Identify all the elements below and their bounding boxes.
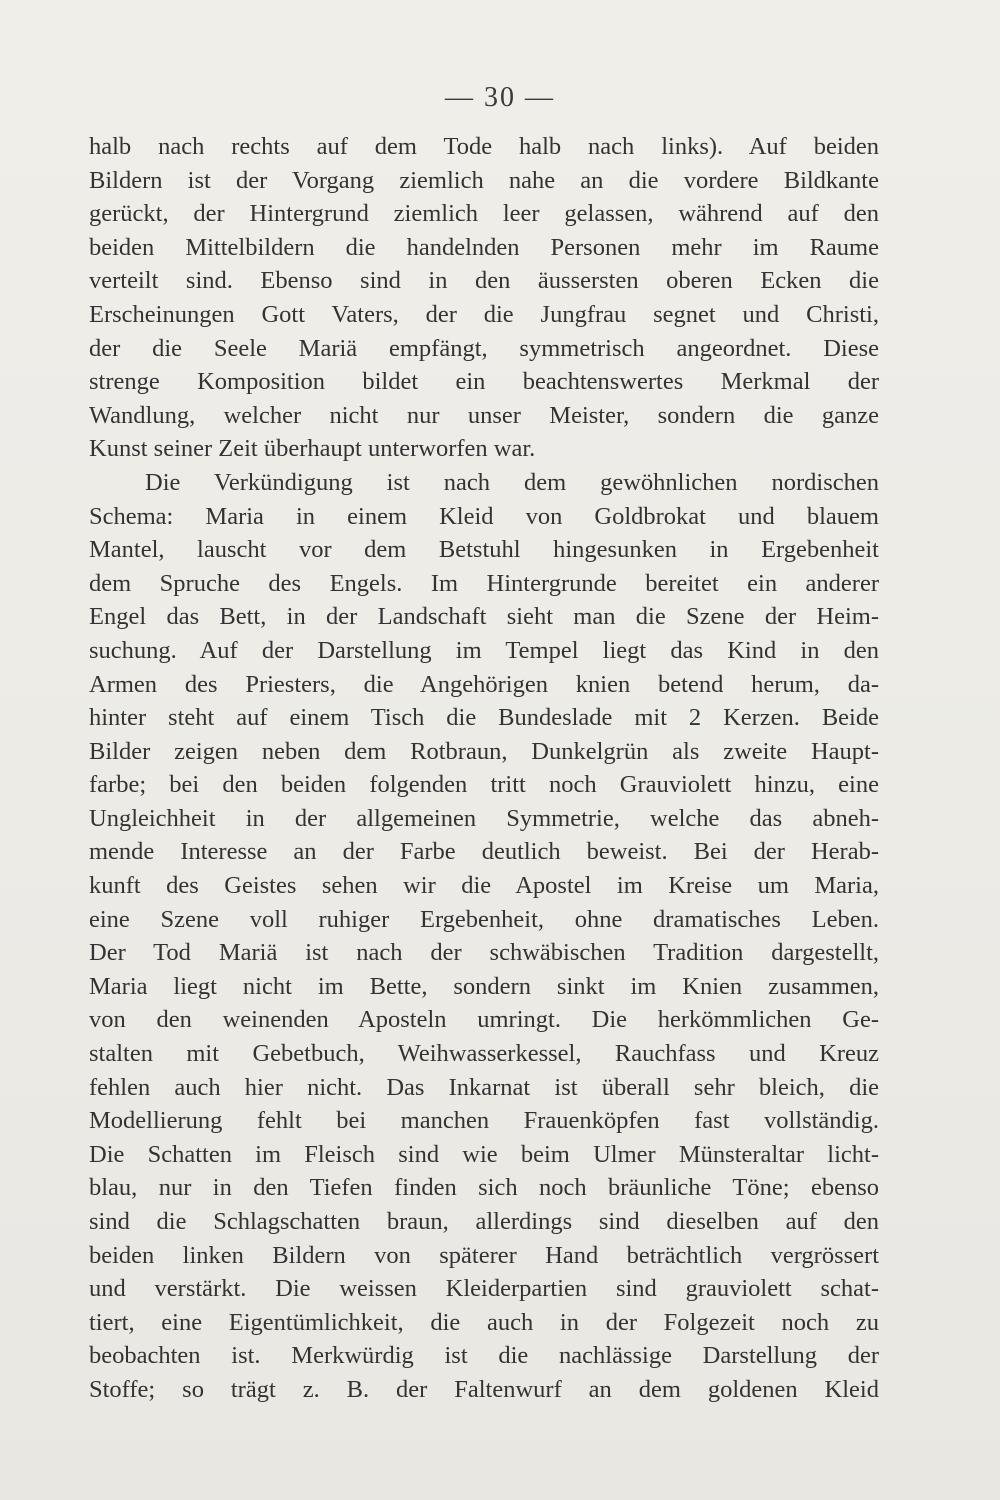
text-line: Modellierung fehlt bei manchen Frauenköpfen fast vollständig. [89,1107,879,1135]
paragraph-start-line: Die Verkündigung ist nach dem gewöhnlichen nordischen [145,468,879,496]
text-line: hinter steht auf einem Tisch die Bundeslade mit 2 Kerzen. Beide [89,704,879,732]
body-text [89,130,879,1407]
text-line: Engel das Bett, in der Landschaft sieht man die Szene der Heim- [89,603,879,631]
text-line: Ungleichheit in der allgemeinen Symmetrie, welche das abneh- [89,804,879,832]
text-line: mende Interesse an der Farbe deutlich beweist. Bei der Herab- [89,838,879,866]
text-line: strenge Komposition bildet ein beachtenswertes Merkmal der [89,368,879,396]
text-line: Erscheinungen Gott Vaters, der die Jungfrau segnet und Christi, [89,300,879,328]
text-line: fehlen auch hier nicht. Das Inkarnat ist überall sehr bleich, die [89,1073,879,1101]
text-line: beobachten ist. Merkwürdig ist die nachlässige Darstellung der [89,1342,879,1370]
text-line: und verstärkt. Die weissen Kleiderpartien sind grauviolett schat- [89,1275,879,1303]
text-line: eine Szene voll ruhiger Ergebenheit, ohne dramatisches Leben. [89,905,879,933]
text-line: sind die Schlagschatten braun, allerdings sind dieselben auf den [89,1208,879,1235]
text-line: Wandlung, welcher nicht nur unser Meister, sondern die ganze [89,401,879,429]
text-line: blau, nur in den Tiefen finden sich noch bräunliche Töne; ebenso [89,1174,879,1202]
text-line: farbe; bei den beiden folgenden tritt noch Grauviolett hinzu, eine [89,771,879,799]
text-line: Bilder zeigen neben dem Rotbraun, Dunkelgrün als zweite Haupt- [89,737,879,765]
text-line: Schema: Maria in einem Kleid von Goldbrokat und blauem [89,502,879,530]
text-line: Der Tod Mariä ist nach der schwäbischen Tradition dargestellt, [89,939,879,967]
text-line: Bildern ist der Vorgang ziemlich nahe an die vordere Bildkante [89,166,879,194]
paragraph-end-line: Kunst seiner Zeit überhaupt unterworfen war. [89,435,536,463]
text-line: Mantel, lauscht vor dem Betstuhl hingesunken in Ergebenheit [89,536,879,564]
text-line: kunft des Geistes sehen wir die Apostel im Kreise um Maria, [89,872,879,900]
text-line: der die Seele Mariä empfängt, symmetrisch angeordnet. Diese [89,334,879,362]
text-line: verteilt sind. Ebenso sind in den äussersten oberen Ecken die [89,267,879,295]
text-line: tiert, eine Eigentümlichkeit, die auch in der Folgezeit noch zu [89,1308,879,1336]
text-line: Armen des Priesters, die Angehörigen knien betend herum, da- [89,670,879,698]
text-line: stalten mit Gebetbuch, Weihwasserkessel, Rauchfass und Kreuz [89,1040,879,1068]
text-line: beiden Mittelbildern die handelnden Personen mehr im Raume [89,233,879,261]
text-line: beiden linken Bildern von späterer Hand beträchtlich vergrössert [89,1241,879,1269]
text-line: halb nach rechts auf dem Tode halb nach links). Auf beiden [89,133,879,160]
text-line: Die Schatten im Fleisch sind wie beim Ulmer Münsteraltar licht- [89,1140,879,1168]
text-line: gerückt, der Hintergrund ziemlich leer gelassen, während auf den [89,200,879,228]
text-line: dem Spruche des Engels. Im Hintergrunde bereitet ein anderer [89,569,879,597]
text-line: suchung. Auf der Darstellung im Tempel liegt das Kind in den [89,636,879,664]
page-number: — 30 — [445,82,555,113]
text-line: Stoffe; so trägt z. B. der Faltenwurf an dem goldenen Kleid [89,1375,879,1403]
text-line: von den weinenden Aposteln umringt. Die herkömmlichen Ge- [89,1006,879,1034]
text-line: Maria liegt nicht im Bette, sondern sinkt im Knien zusammen, [89,972,879,1000]
